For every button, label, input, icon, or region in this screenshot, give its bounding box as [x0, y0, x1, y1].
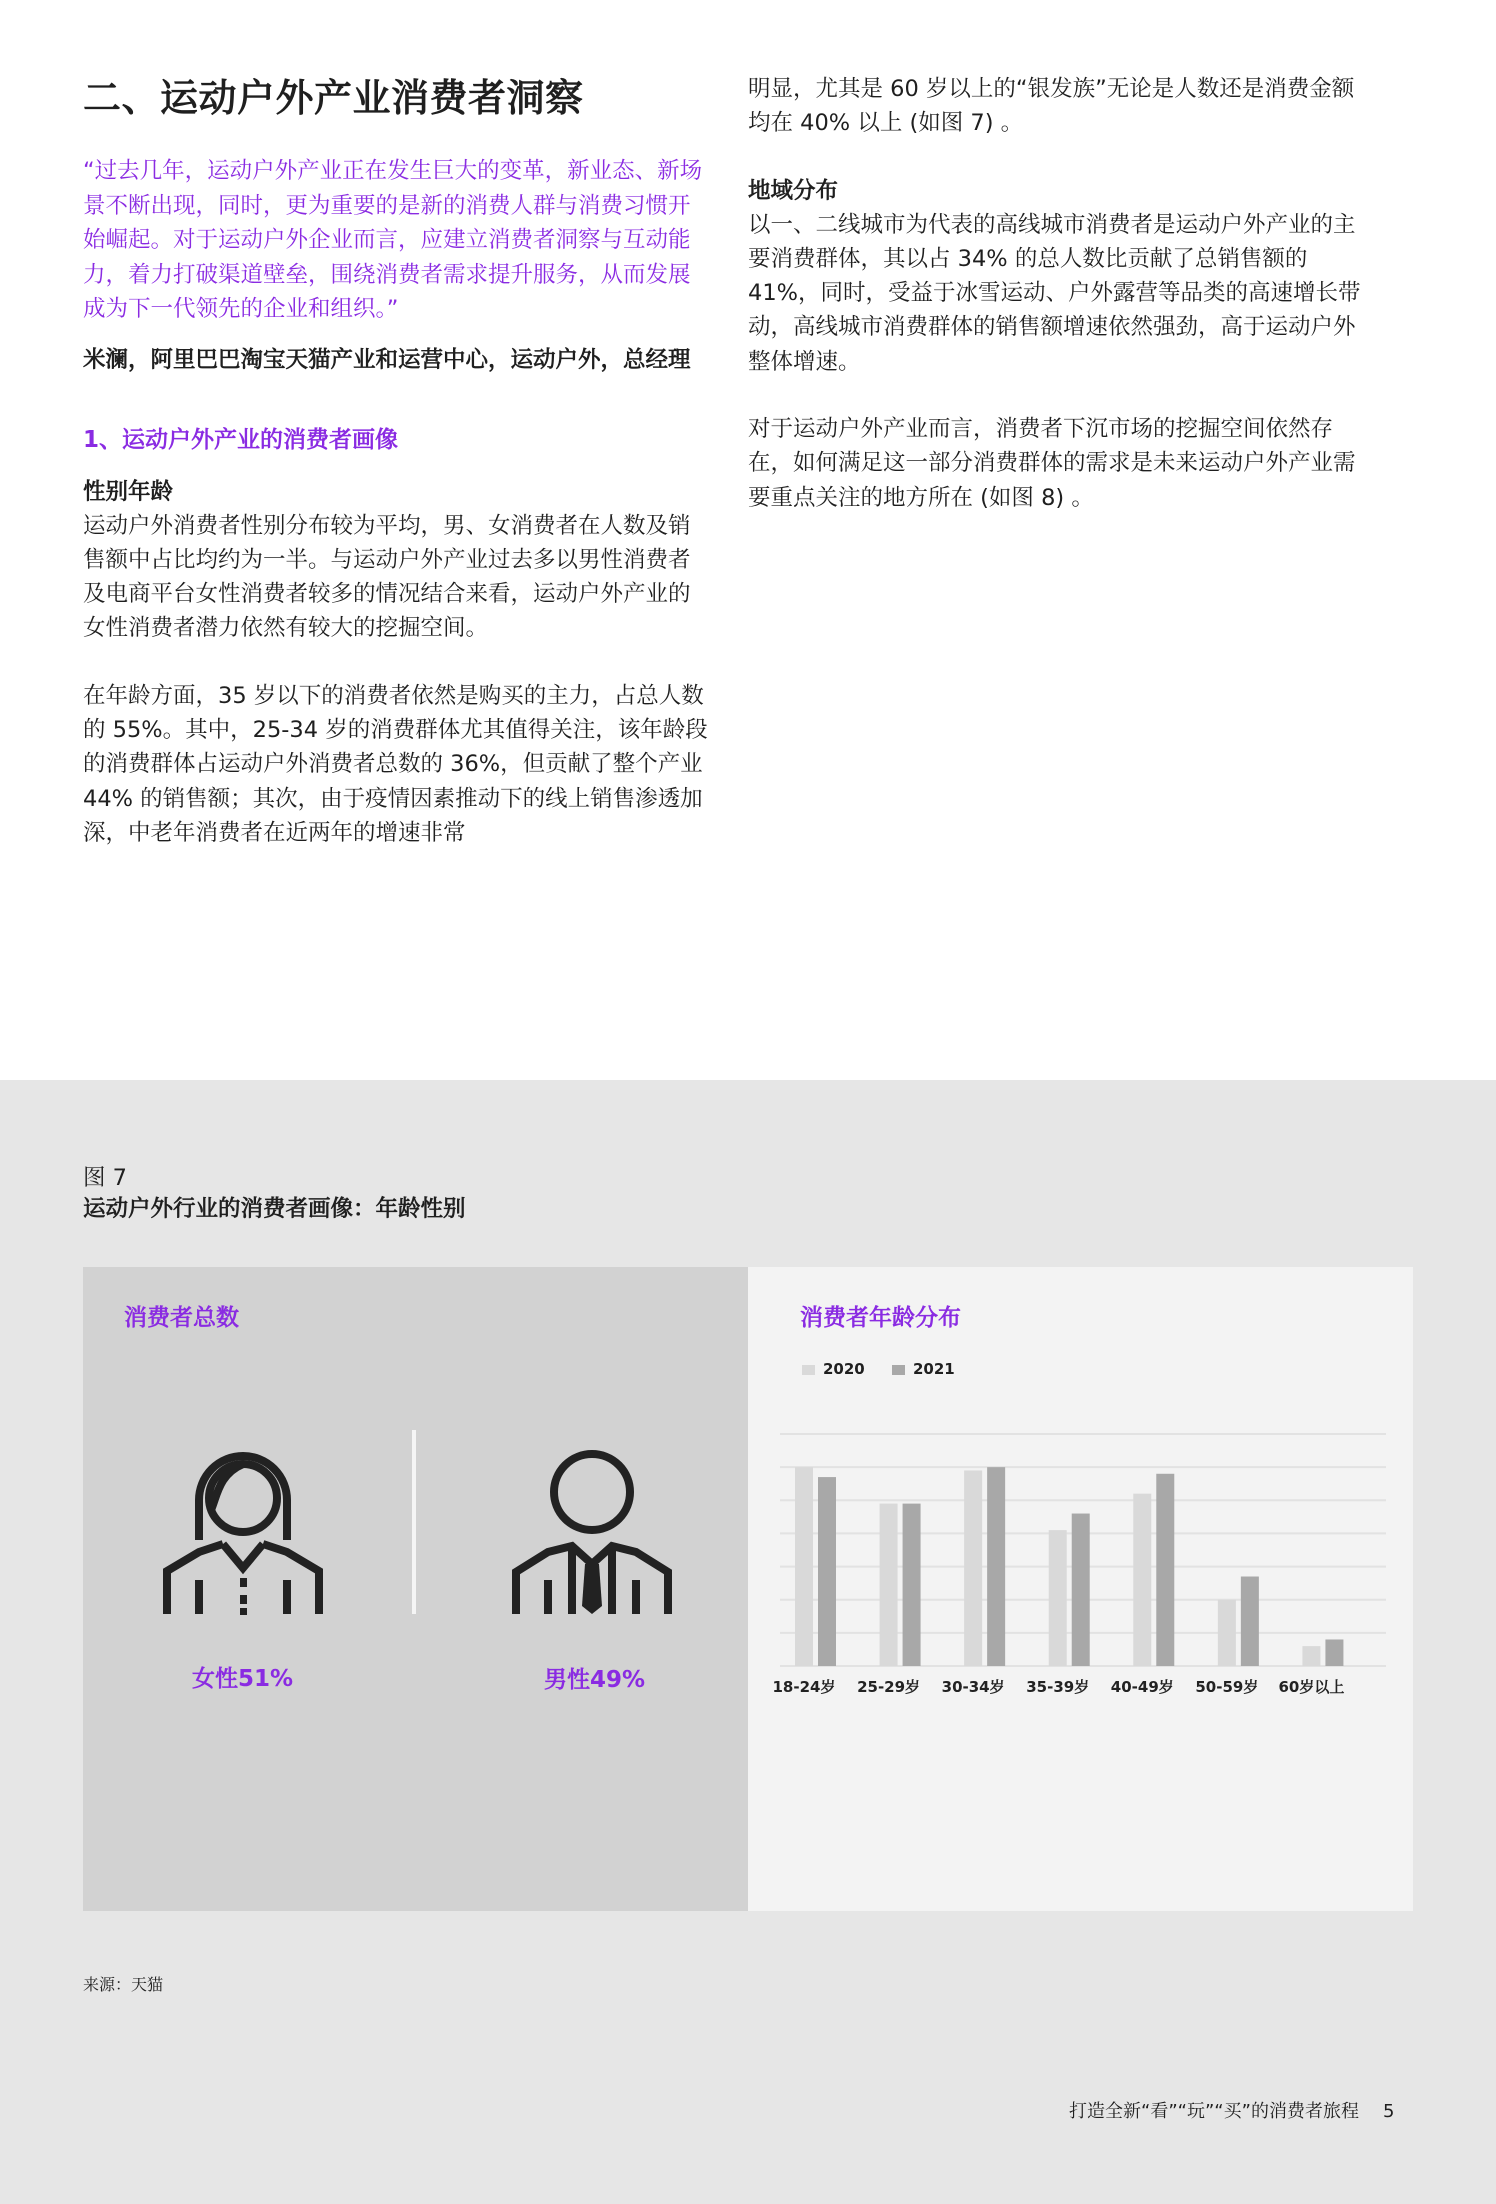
age-distribution-heading: 消费者年龄分布: [800, 1305, 961, 1331]
left-column: [83, 70, 711, 883]
bar-2020-4: [1133, 1494, 1151, 1666]
region-paragraph: 以一、二线城市为代表的高线城市消费者是运动户外产业的主要消费群体，其以占 34% 的总人数比贡献了总销售额的 41%，同时，受益于冰雪运动、户外露营等品类的高速增长带动，高线城市消费群体的销售额增速依然强劲，高于运动户外整体增速。: [748, 211, 1361, 375]
age-paragraph: 在年龄方面，35 岁以下的消费者依然是购买的主力，占总人数的 55%。其中，25-34 岁的消费群体尤其值得关注，该年龄段的消费群体占运动户外消费者总数的 36%，但贡献了整个产业 44% 的销售额；其次，由于疫情因素推动下的线上销售渗透加深，中老年消费者在近两年的增速非常: [83, 682, 708, 846]
x-tick-label: 35-39岁: [1026, 1678, 1090, 1696]
page-footer: [1069, 2099, 1394, 2125]
bar-2021-0: [818, 1477, 836, 1666]
bar-2021-4: [1156, 1474, 1174, 1666]
x-tick-label: 25-29岁: [857, 1678, 921, 1696]
section-title: 二、运动户外产业消费者洞察: [83, 76, 584, 120]
bar-2021-1: [903, 1504, 921, 1666]
bar-2020-1: [880, 1504, 898, 1666]
legend-item-2020: [802, 1359, 865, 1379]
gender-divider: [412, 1430, 416, 1614]
gender-paragraph: 运动户外消费者性别分布较为平均，男、女消费者在人数及销售额中占比均约为一半。与运动户外产业过去多以男性消费者及电商平台女性消费者较多的情况结合来看，运动户外产业的女性消费者潜力依然有较大的挖掘空间。: [83, 512, 691, 642]
figure-title: 运动户外行业的消费者画像：年龄性别: [83, 1196, 466, 1222]
subsection-heading: 1、运动户外产业的消费者画像: [83, 426, 399, 453]
footer-title: 打造全新“看”“玩”“买”的消费者旅程: [1069, 2101, 1359, 2122]
source-note: 来源：天猫: [83, 1975, 164, 1994]
age-paragraph-continued: 明显，尤其是 60 岁以上的“银发族”无论是人数还是消费金额均在 40% 以上 (如图 7) 。: [748, 76, 1355, 137]
legend-label-2021: 2021: [912, 1360, 955, 1378]
x-tick-label: 18-24岁: [772, 1678, 836, 1696]
chart-legend: [802, 1359, 977, 1379]
female-person-icon: [163, 1448, 323, 1618]
legend-label-2020: 2020: [823, 1360, 865, 1378]
bar-2020-3: [1049, 1530, 1067, 1666]
bar-2021-2: [987, 1467, 1005, 1666]
right-column: [748, 70, 1376, 548]
x-tick-label: 40-49岁: [1110, 1678, 1174, 1696]
age-distribution-chart: [748, 1420, 1413, 1710]
male-percentage-label: 男性49%: [544, 1667, 646, 1693]
bar-2020-5: [1218, 1600, 1236, 1666]
x-tick-label: 50-59岁: [1195, 1678, 1259, 1696]
bar-2021-3: [1072, 1514, 1090, 1666]
legend-item-2021: [892, 1359, 955, 1379]
bar-2021-5: [1241, 1577, 1259, 1666]
female-percentage-label: 女性51%: [192, 1666, 294, 1692]
bar-2021-6: [1325, 1639, 1343, 1666]
x-tick-label: 60岁以上: [1278, 1678, 1345, 1696]
x-tick-label: 30-34岁: [941, 1678, 1005, 1696]
figure-label: 图 7: [83, 1165, 127, 1191]
gender-age-heading: 性别年龄: [83, 478, 174, 505]
legend-swatch-2021: [892, 1365, 905, 1375]
page-number: 5: [1382, 2101, 1395, 2122]
quote-attribution: 米澜，阿里巴巴淘宝天猫产业和运营中心，运动户外，总经理: [83, 346, 691, 373]
lower-tier-paragraph: 对于运动户外产业而言，消费者下沉市场的挖掘空间依然存在，如何满足这一部分消费群体的需求是未来运动户外产业需要重点关注的地方所在 (如图 8) 。: [748, 416, 1356, 511]
bar-2020-0: [795, 1467, 813, 1666]
male-person-icon: [512, 1448, 672, 1618]
region-heading: 地域分布: [748, 177, 839, 204]
legend-swatch-2020: [802, 1365, 815, 1375]
consumer-total-heading: 消费者总数: [124, 1305, 239, 1331]
bar-2020-6: [1302, 1646, 1320, 1666]
executive-quote: “过去几年，运动户外产业正在发生巨大的变革，新业态、新场景不断出现，同时，更为重要的是新的消费人群与消费习惯开始崛起。对于运动户外企业而言，应建立消费者洞察与互动能力，着力打破渠道壁垒，围绕消费者需求提升服务，从而发展成为下一代领先的企业和组织。”: [83, 158, 703, 322]
bar-2020-2: [964, 1470, 982, 1666]
